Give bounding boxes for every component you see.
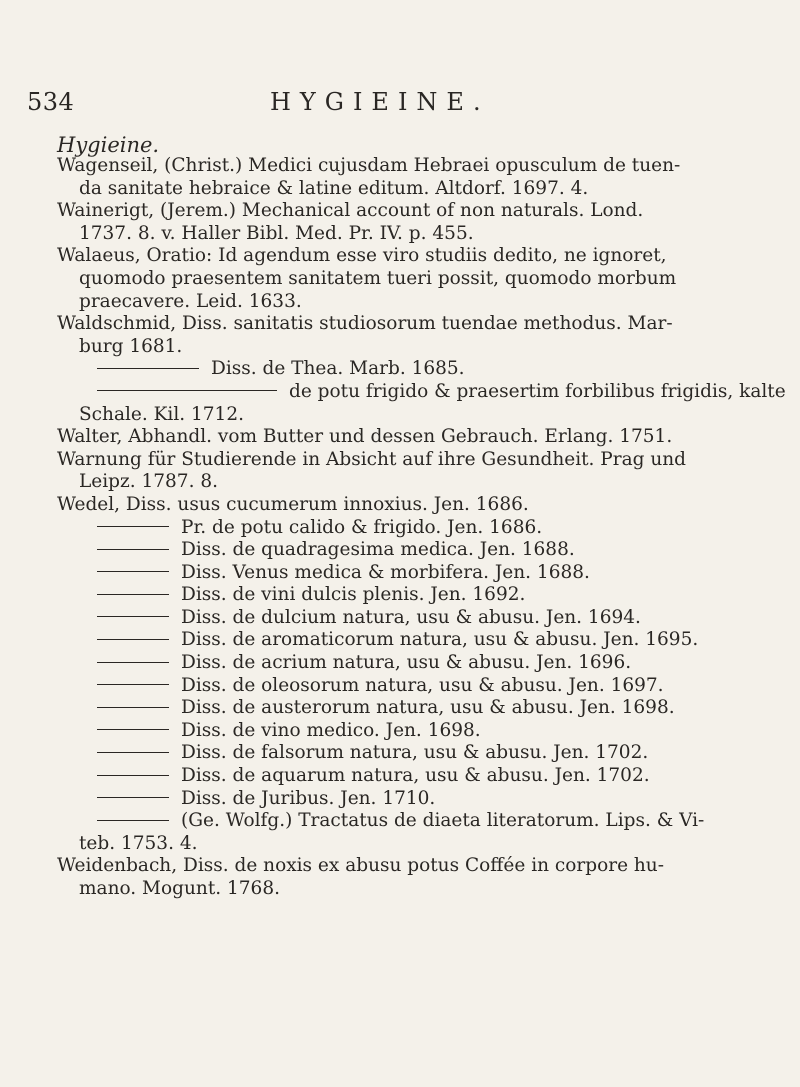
section-heading: Hygieine. (57, 133, 160, 157)
entry-text: Wainerigt, (Jerem.) Mechanical account of non naturals. Lond. (57, 200, 644, 222)
bibliography-entry (57, 200, 797, 245)
entry-line (57, 517, 797, 540)
bibliography-entry (57, 155, 797, 200)
entry-text: (Ge. Wolfg.) Tractatus de diaeta literatorum. Lips. & Vi- (181, 810, 705, 832)
entry-text: Schale. Kil. 1712. (79, 403, 244, 425)
entry-continuation-line (57, 223, 797, 246)
entry-line (57, 200, 797, 223)
bibliography-entry (57, 517, 797, 540)
entry-line (57, 245, 797, 268)
bibliography-entry (57, 381, 797, 426)
bibliography-entry (57, 562, 797, 585)
entry-line (57, 697, 797, 720)
entry-text: Weidenbach, Diss. de noxis ex abusu potus Coffée in corpore hu- (57, 855, 664, 877)
entry-line (57, 584, 797, 607)
ditto-dash (97, 729, 169, 730)
bibliography-entry (57, 675, 797, 698)
ditto-dash (97, 707, 169, 708)
ditto-dash (97, 368, 199, 369)
page-number: 534 (27, 88, 75, 116)
entry-line (57, 313, 797, 336)
bibliography-list (57, 155, 797, 901)
ditto-dash (97, 616, 169, 617)
entry-text: da sanitate hebraice & latine editum. Altdorf. 1697. 4. (79, 177, 589, 199)
bibliography-entry (57, 313, 797, 358)
ditto-dash (97, 526, 169, 527)
entry-text: Wagenseil, (Christ.) Medici cujusdam Hebraei opusculum de tuen- (57, 155, 681, 176)
bibliography-entry (57, 697, 797, 720)
entry-line (57, 494, 797, 517)
entry-text: Waldschmid, Diss. sanitatis studiosorum tuendae methodus. Mar- (57, 313, 673, 335)
bibliography-entry (57, 494, 797, 517)
ditto-dash (97, 752, 169, 753)
bibliography-entry (57, 720, 797, 743)
entry-line (57, 742, 797, 765)
entry-line (57, 381, 797, 404)
ditto-dash (97, 775, 169, 776)
entry-line (57, 358, 797, 381)
entry-text: Diss. de quadragesima medica. Jen. 1688. (181, 539, 575, 561)
entry-text: mano. Mogunt. 1768. (79, 878, 280, 899)
entry-line (57, 765, 797, 788)
entry-text: Leipz. 1787. 8. (79, 471, 218, 493)
bibliography-entry (57, 810, 797, 855)
entry-continuation-line (57, 471, 797, 494)
entry-text: Diss. Venus medica & morbifera. Jen. 1688. (181, 561, 590, 583)
bibliography-entry (57, 584, 797, 607)
entry-text: teb. 1753. 4. (79, 832, 198, 854)
entry-line (57, 720, 797, 743)
ditto-dash (97, 639, 169, 640)
entry-continuation-line (57, 336, 797, 359)
entry-text: Warnung für Studierende in Absicht auf ihre Gesundheit. Prag und (57, 448, 687, 470)
entry-text: Diss. de vini dulcis plenis. Jen. 1692. (181, 584, 526, 606)
entry-line (57, 607, 797, 630)
bibliography-entry (57, 358, 797, 381)
entry-text: Diss. de aromaticorum natura, usu & abusu. Jen. 1695. (181, 629, 699, 651)
running-title: HYGIEINE. (270, 88, 490, 116)
entry-text: Walter, Abhandl. vom Butter und dessen Gebrauch. Erlang. 1751. (57, 426, 673, 448)
entry-line (57, 539, 797, 562)
entry-text: Walaeus, Oratio: Id agendum esse viro studiis dedito, ne ignoret, (57, 245, 667, 267)
entry-text: de potu frigido & praesertim forbilibus frigidis, kalte (289, 380, 786, 402)
entry-line (57, 155, 797, 178)
entry-line (57, 562, 797, 585)
entry-continuation-line (57, 833, 797, 856)
bibliography-entry (57, 788, 797, 811)
entry-continuation-line (57, 404, 797, 427)
entry-text: Diss. de falsorum natura, usu & abusu. Jen. 1702. (181, 742, 649, 764)
ditto-dash (97, 797, 169, 798)
ditto-dash (97, 594, 169, 595)
bibliography-entry (57, 245, 797, 313)
entry-line (57, 449, 797, 472)
ditto-dash (97, 662, 169, 663)
entry-text: Diss. de Juribus. Jen. 1710. (181, 787, 436, 809)
entry-continuation-line (57, 268, 797, 291)
bibliography-entry (57, 426, 797, 449)
entry-line (57, 788, 797, 811)
bibliography-entry (57, 607, 797, 630)
entry-continuation-line (57, 291, 797, 314)
entry-line (57, 675, 797, 698)
entry-line (57, 426, 797, 449)
entry-text: Diss. de dulcium natura, usu & abusu. Jen. 1694. (181, 606, 641, 628)
entry-text: Diss. de aquarum natura, usu & abusu. Jen. 1702. (181, 765, 650, 787)
entry-text: Diss. de austerorum natura, usu & abusu. Jen. 1698. (181, 697, 675, 719)
entry-line (57, 855, 797, 878)
entry-line (57, 629, 797, 652)
entry-text: Wedel, Diss. usus cucumerum innoxius. Jen. 1686. (57, 493, 529, 515)
bibliography-entry (57, 765, 797, 788)
entry-line (57, 652, 797, 675)
ditto-dash (97, 549, 169, 550)
entry-line (57, 810, 797, 833)
bibliography-entry (57, 539, 797, 562)
ditto-dash (97, 390, 277, 391)
entry-text: Diss. de oleosorum natura, usu & abusu. Jen. 1697. (181, 674, 664, 696)
entry-continuation-line (57, 178, 797, 201)
ditto-dash (97, 571, 169, 572)
bibliography-entry (57, 652, 797, 675)
bibliography-entry (57, 449, 797, 494)
bibliography-entry (57, 629, 797, 652)
bibliography-entry (57, 742, 797, 765)
ditto-dash (97, 820, 169, 821)
entry-text: 1737. 8. v. Haller Bibl. Med. Pr. IV. p. 455. (79, 222, 474, 244)
bibliography-entry (57, 855, 797, 900)
entry-text: Diss. de vino medico. Jen. 1698. (181, 719, 481, 741)
entry-continuation-line (57, 878, 797, 901)
entry-text: Diss. de acrium natura, usu & abusu. Jen. 1696. (181, 652, 632, 674)
entry-text: Diss. de Thea. Marb. 1685. (211, 358, 465, 380)
ditto-dash (97, 684, 169, 685)
entry-text: Pr. de potu calido & frigido. Jen. 1686. (181, 516, 543, 538)
entry-text: burg 1681. (79, 335, 183, 357)
entry-text: praecavere. Leid. 1633. (79, 290, 302, 312)
entry-text: quomodo praesentem sanitatem tueri possit, quomodo morbum (79, 267, 677, 289)
